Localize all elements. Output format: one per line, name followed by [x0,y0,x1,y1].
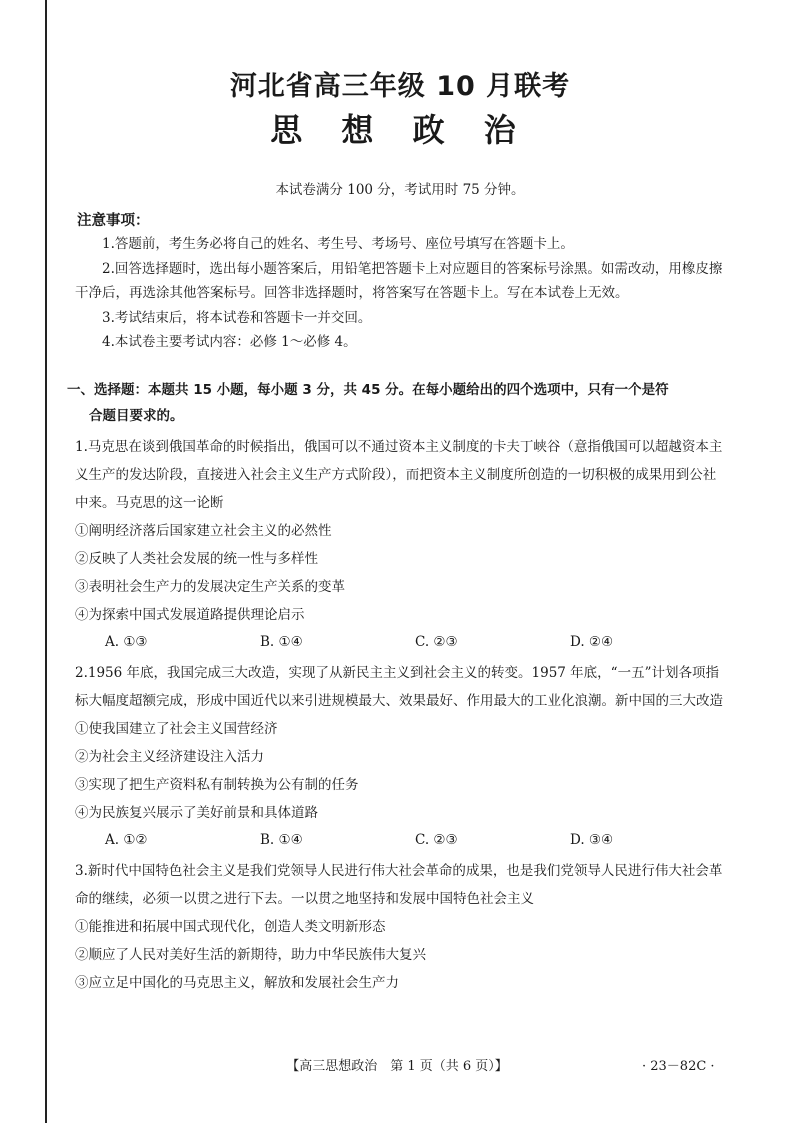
statement-option: ②反映了人类社会发展的统一性与多样性 [75,550,318,567]
choice-c: C. ②③ [415,831,458,848]
notice-title: 注意事项： [77,213,150,229]
question-stem: 3.新时代中国特色社会主义是我们党领导人民进行伟大社会革命的成果，也是我们党领导人民进行伟大社会革命的继续，必须一以贯之进行下去。一以贯之地坚持和发展中国特色社会主义 [75,862,723,907]
choice-d: D. ③④ [570,831,614,848]
statement-option: ③实现了把生产资料私有制转换为公有制的任务 [75,776,359,793]
choice-a: A. ①② [105,831,148,848]
choice-b: B. ①④ [260,633,303,650]
question-3 [75,857,725,997]
page-number-label: 【高三思想政治 第 1 页（共 6 页）】 [286,1059,508,1074]
question-2 [75,659,725,853]
statement-option: ①使我国建立了社会主义国营经济 [75,720,278,737]
notice-item: 2.回答选择题时，选出每小题答案后，用铅笔把答题卡上对应题目的答案标号涂黑。如需改动，用橡皮擦干净后，再选涂其他答案标号。回答非选择题时，将答案写在答题卡上。写在本试卷上无效。 [75,260,723,301]
choice-a: A. ①③ [105,633,148,650]
section-heading-line1: 一、选择题：本题共 15 小题，每小题 3 分，共 45 分。在每小题给出的四个选项中，只有一个是符 [67,381,669,398]
question-stem: 1.马克思在谈到俄国革命的时候指出，俄国可以不通过资本主义制度的卡夫丁峡谷（意指俄国可以超越资本主义生产的发达阶段，直接进入社会主义生产方式阶段），而把资本主义制度所创造的一切积极的成果用到公社中来。马克思的这一论断 [75,438,723,511]
statement-option: ①阐明经济落后国家建立社会主义的必然性 [75,522,332,539]
subject-title: 思 想 政 治 [270,111,530,149]
statement-option: ②顺应了人民对美好生活的新期待，助力中华民族伟大复兴 [75,946,426,963]
choice-c: C. ②③ [415,633,458,650]
exam-page [67,70,725,997]
statement-option: ③应立足中国化的马克思主义，解放和发展社会生产力 [75,974,399,991]
exam-title: 河北省高三年级 10 月联考 [229,71,571,102]
question-1 [75,433,725,655]
statement-option: ③表明社会生产力的发展决定生产关系的变革 [75,578,345,595]
statement-option: ①能推进和拓展中国式现代化，创造人类文明新形态 [75,918,386,935]
statement-option: ④为探索中国式发展道路提供理论启示 [75,606,305,623]
notice-item: 3.考试结束后，将本试卷和答题卡一并交回。 [102,309,372,326]
answer-choices [75,827,725,853]
exam-intro: 本试卷满分 100 分，考试用时 75 分钟。 [275,182,525,198]
question-stem: 2.1956 年底，我国完成三大改造，实现了从新民主主义到社会主义的转变。1957 年底，“一五”计划各项指标大幅度超额完成，形成中国近代以来引进规模最大、效果最好、作用最大的工业化浪潮。新中国的三大改造 [75,664,723,709]
section-heading-line2: 合题目要求的。 [89,407,184,424]
statement-option: ④为民族复兴展示了美好前景和具体道路 [75,804,318,821]
notice-list [75,232,725,355]
answer-choices [75,629,725,655]
exam-code: · 23－82C · [642,1059,715,1074]
section-heading [67,377,725,429]
choice-d: D. ②④ [570,633,614,650]
notice-item: 4.本试卷主要考试内容：必修 1～必修 4。 [102,334,357,350]
choice-b: B. ①④ [260,831,303,848]
statement-option: ②为社会主义经济建设注入活力 [75,748,264,765]
notice-item: 1.答题前，考生务必将自己的姓名、考生号、考场号、座位号填写在答题卡上。 [102,236,574,252]
binding-margin-line [45,0,47,1123]
